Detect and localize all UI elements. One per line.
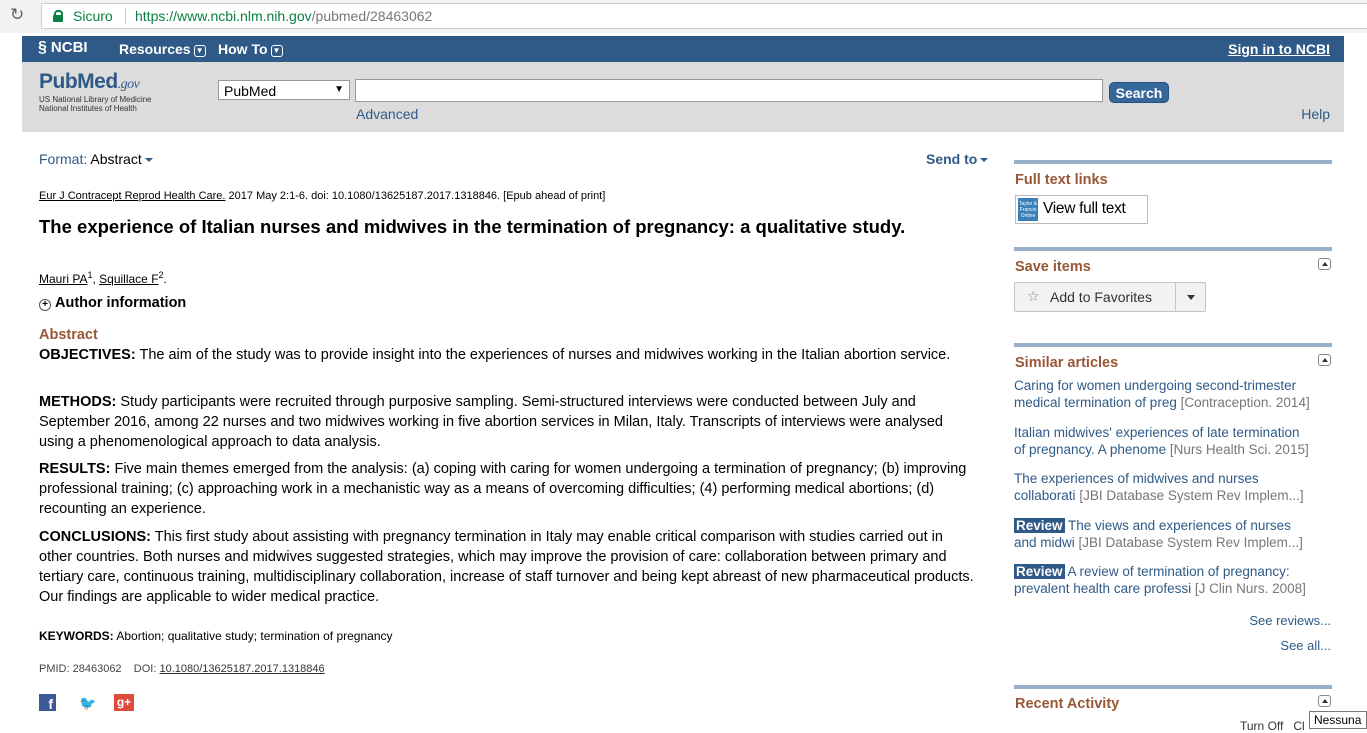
advanced-search-link[interactable]: Advanced (356, 106, 419, 122)
review-badge: Review (1016, 564, 1063, 579)
pubmed-header (22, 62, 1344, 132)
logo-pub: Pub (39, 70, 78, 93)
view-full-text-button[interactable] (1015, 195, 1148, 224)
similar-article-source: [Contraception. 2014] (1180, 395, 1310, 410)
facebook-icon[interactable]: f (39, 694, 56, 711)
resources-menu[interactable] (119, 41, 206, 57)
similar-article-title-2: prevalent health care professi (1014, 581, 1192, 596)
review-badge: Review (1016, 518, 1063, 533)
doi-link[interactable]: 10.1080/13625187.2017.1318846 (159, 663, 325, 675)
search-input[interactable] (355, 79, 1103, 102)
similar-article-source: [JBI Database System Rev Implem...] (1078, 535, 1303, 550)
similar-articles-heading: Similar articles (1015, 355, 1119, 371)
author-link[interactable]: Squillace F (99, 272, 159, 286)
keywords-text: Abortion; qualitative study; termination of pregnancy (116, 629, 393, 643)
article-title: The experience of Italian nurses and midwives in the termination of pregnancy: a qualitative study. (39, 216, 906, 237)
citation-line (39, 190, 605, 202)
format-label: Format: (39, 151, 88, 167)
add-to-favorites-label: Add to Favorites (1050, 289, 1152, 305)
star-icon: ☆ (1027, 288, 1040, 304)
citation-details: 2017 May 2:1-6. doi: 10.1080/13625187.2017.1318846. [Epub ahead of print] (228, 190, 606, 202)
secure-label: Sicuro (73, 8, 113, 24)
panel-divider (1014, 685, 1332, 689)
url-host: https://www.ncbi.nlm.nih.gov (135, 8, 312, 24)
abstract-heading: Abstract (39, 327, 98, 343)
browser-address-bar (0, 0, 1367, 33)
taylor-francis-logo: Taylor & Francis Online (1018, 198, 1038, 221)
howto-menu[interactable] (218, 41, 283, 57)
add-to-favorites-button[interactable] (1014, 282, 1206, 312)
collapse-toggle-icon[interactable] (1318, 695, 1331, 707)
similar-article-source: [J Clin Nurs. 2008] (1194, 581, 1306, 596)
collapse-toggle-icon[interactable] (1318, 258, 1331, 270)
ncbi-helix-icon: § (38, 39, 47, 56)
author-information-toggle[interactable] (39, 295, 186, 311)
pmid: PMID: 28463062 (39, 663, 122, 675)
section-text: Five main themes emerged from the analysis: (a) coping with caring for women undergoing a termination of pregnancy; (b) improving professional training; (c) approaching work in a mechanistic way as a means of overcoming difficulties; (4) performing medical abortions; (d) recounting an experience. (39, 461, 967, 517)
database-select[interactable] (218, 80, 350, 100)
author-link[interactable]: Mauri PA (39, 272, 88, 286)
google-plus-icon[interactable]: g+ (114, 694, 134, 711)
url-box[interactable] (41, 3, 1367, 29)
ncbi-logo-text: NCBI (50, 39, 88, 56)
doi-label: DOI: (133, 663, 157, 675)
url-separator (125, 8, 126, 24)
author-information-label: Author information (55, 295, 187, 311)
help-link[interactable]: Help (1301, 106, 1330, 122)
ncbi-logo[interactable] (38, 39, 88, 57)
panel-divider (1014, 247, 1332, 251)
section-text: The aim of the study was to provide insight into the experiences of nurses and midwives working in the Italian abortion service. (139, 347, 951, 363)
similar-article-item[interactable] (1014, 424, 1332, 458)
keywords (39, 629, 393, 643)
button-divider (1175, 283, 1176, 311)
collapse-toggle-icon[interactable] (1318, 354, 1331, 366)
url-text[interactable] (135, 8, 432, 24)
caret-down-icon (980, 158, 988, 162)
see-reviews-link[interactable]: See reviews... (1249, 613, 1331, 628)
logo-subtitle-2: National Institutes of Health (39, 104, 137, 113)
author-affiliation: 2 (158, 270, 164, 280)
dropdown-arrow-icon[interactable] (1187, 295, 1195, 300)
similar-article-item[interactable] (1014, 377, 1332, 411)
logo-gov: .gov (117, 77, 140, 92)
author-list: Mauri $PA^1$, Squillace $F^2$. (39, 270, 167, 286)
ncbi-top-bar (22, 36, 1344, 62)
similar-article-title-1: A review of termination of pregnancy: (1067, 564, 1290, 579)
logo-subtitle-1: US National Library of Medicine (39, 95, 152, 104)
turn-off-label: Turn Off (1240, 719, 1284, 733)
abstract-methods (39, 392, 974, 452)
identifiers (39, 663, 325, 675)
similar-article-title-2: collaborati (1014, 488, 1076, 503)
resources-label: Resources (119, 41, 191, 57)
similar-article-title-1: Caring for women undergoing second-trimester (1014, 378, 1297, 393)
url-path: /pubmed/28463062 (311, 8, 433, 24)
caret-down-icon (145, 158, 153, 162)
panel-divider (1014, 160, 1332, 164)
twitter-icon[interactable]: 🐦 (79, 695, 97, 711)
howto-label: How To (218, 41, 268, 57)
chevron-down-icon: ▼ (194, 45, 206, 57)
journal-link[interactable]: Eur J Contracept Reprod Health Care. (39, 190, 226, 202)
similar-article-title-1: Italian midwives' experiences of late termination (1014, 425, 1300, 440)
panel-divider (1014, 343, 1332, 347)
section-text: This first study about assisting with pregnancy termination in Italy may enable critical comparison with studies carried out in other countries. Both nurses and midwives suggested strategies, which may improve the provision of care: collaboration between primary and tertiary care, continuous training, multidisciplinary collaboration, increase of staff turnover and being kept abreast of new pharmaceutical products. Our findings are applicable to wider medical practice. (39, 529, 974, 605)
format-menu[interactable] (39, 151, 153, 167)
abstract-objectives (39, 345, 974, 365)
similar-article-title-2: medical termination of preg (1014, 395, 1177, 410)
dropdown-arrow-icon: ▼ (334, 84, 344, 95)
section-label: OBJECTIVES: (39, 347, 136, 363)
sign-in-link[interactable]: Sign in to NCBI (1228, 41, 1330, 57)
similar-article-title-1: The experiences of midwives and nurses (1014, 471, 1259, 486)
lock-icon (53, 10, 62, 22)
similar-article-item[interactable] (1014, 563, 1332, 597)
search-button[interactable]: Search (1109, 82, 1169, 103)
section-label: CONCLUSIONS: (39, 529, 151, 545)
similar-article-source: [JBI Database System Rev Implem...] (1079, 488, 1304, 503)
recent-activity-heading: Recent Activity (1015, 696, 1120, 712)
tooltip: Nessuna (1309, 711, 1367, 729)
abstract-results (39, 459, 974, 519)
chevron-down-icon: ▼ (271, 45, 283, 57)
view-full-text-label: View full text (1043, 200, 1126, 217)
format-value: Abstract (90, 151, 142, 167)
logo-med: Med (77, 70, 118, 93)
send-to-menu[interactable] (926, 151, 988, 167)
section-label: RESULTS: (39, 461, 111, 477)
pubmed-logo[interactable] (39, 70, 152, 113)
similar-article-title-1: The views and experiences of nurses (1068, 518, 1291, 533)
section-label: METHODS: (39, 394, 117, 410)
save-items-heading: Save items (1015, 259, 1091, 275)
database-selected: PubMed (224, 83, 277, 99)
send-to-label: Send to (926, 151, 978, 167)
reload-icon[interactable]: ↻ (10, 5, 25, 24)
full-text-heading: Full text links (1015, 172, 1108, 188)
author-affiliation: 1 (87, 270, 93, 280)
similar-article-source: [Nurs Health Sci. 2015] (1169, 442, 1309, 457)
similar-article-title-2: and midwi (1014, 535, 1075, 550)
similar-article-item[interactable] (1014, 470, 1332, 504)
section-text: Study participants were recruited through purposive sampling. Semi-structured interviews were conducted between July and September 2016, among 22 nurses and two midwives working in five abortion services in Milan, Italy. Transcripts of interviews were analysed using a phenomenological approach to data analysis. (39, 394, 943, 450)
similar-article-title-2: of pregnancy. A phenome (1014, 442, 1167, 457)
abstract-conclusions (39, 527, 974, 607)
similar-article-item[interactable] (1014, 517, 1332, 551)
clear-link-partial[interactable]: Cl (1293, 719, 1305, 733)
see-all-link[interactable]: See all... (1280, 638, 1331, 653)
keywords-label: KEYWORDS: (39, 629, 114, 643)
expand-plus-icon: + (39, 299, 51, 311)
